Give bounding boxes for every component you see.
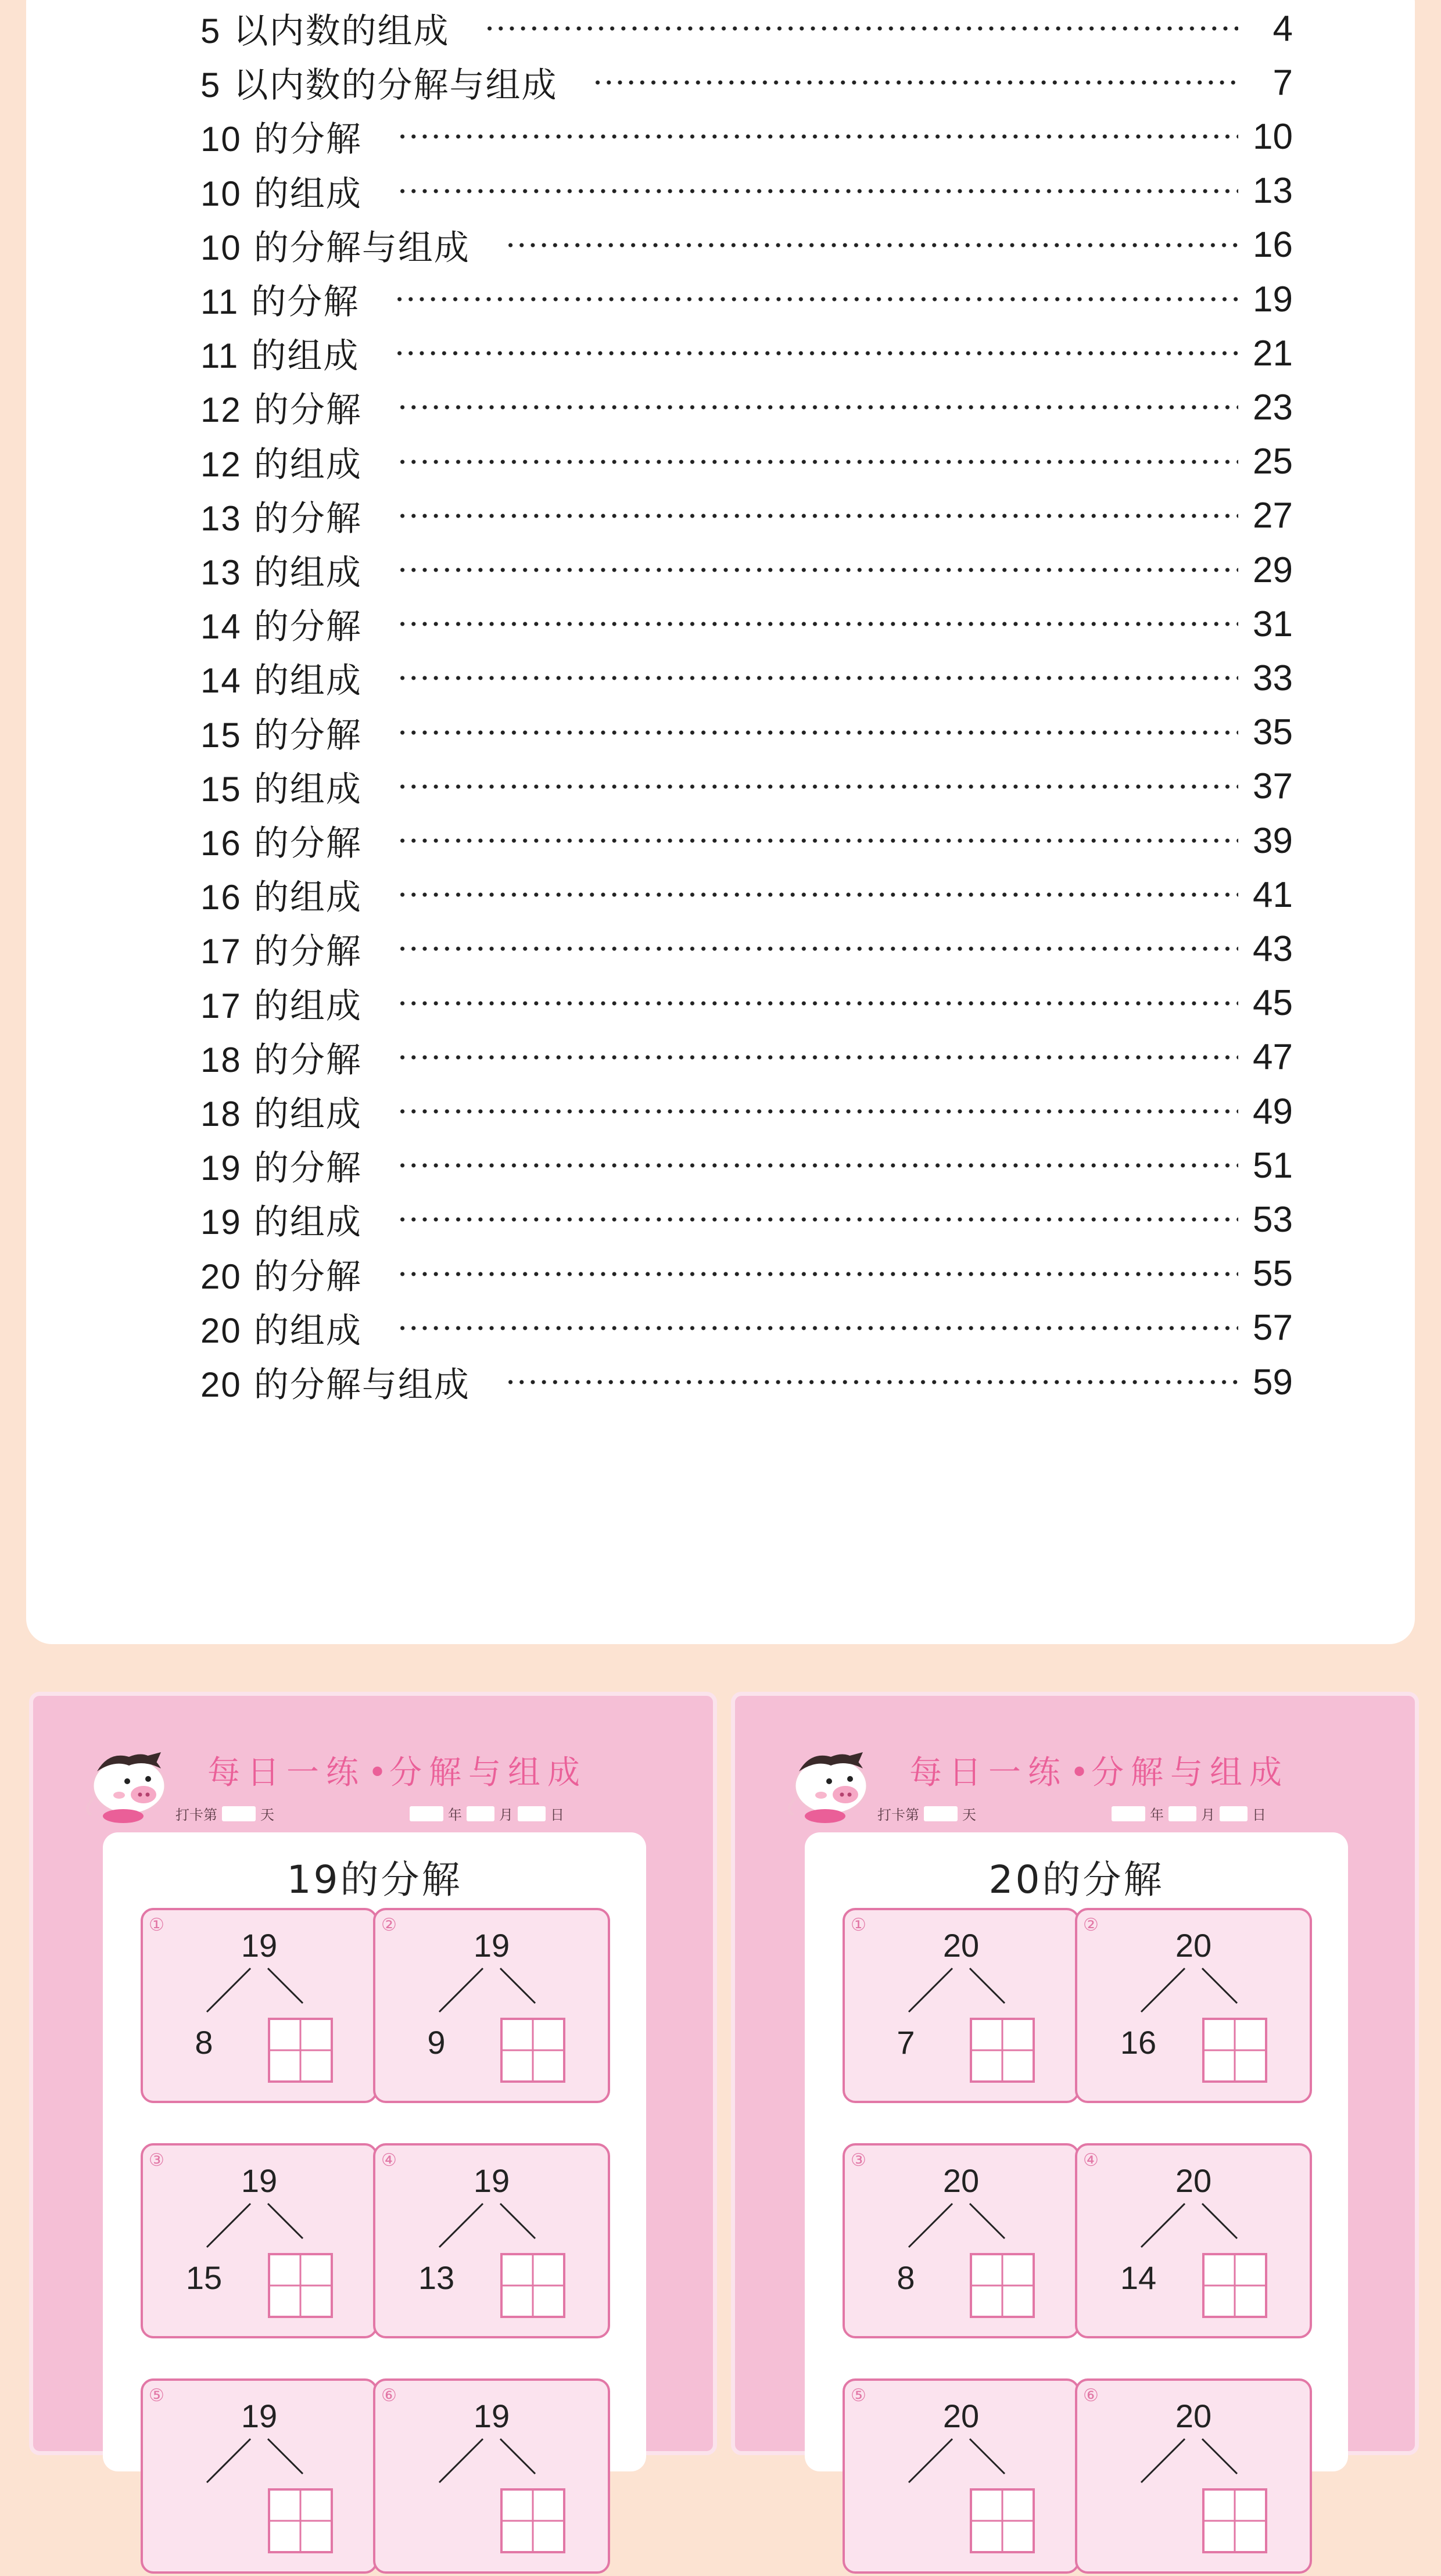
sheet-header — [909, 1747, 1289, 1793]
dot-leader — [397, 404, 1238, 410]
header-topic: 分解与组成 — [1091, 1754, 1289, 1792]
dot-leader — [592, 80, 1238, 85]
decomposition-problem — [141, 2378, 378, 2574]
toc-page-number: 27 — [1253, 496, 1293, 536]
checkin-row — [175, 1803, 652, 1824]
problem-number: ⑥ — [381, 2385, 397, 2406]
decomposition-problem — [1075, 2378, 1312, 2574]
toc-entry-number: 15 — [200, 769, 242, 809]
toc-page-number: 16 — [1253, 225, 1293, 266]
toc-entry-number: 18 — [200, 1040, 242, 1079]
toc-entry-title — [200, 1086, 362, 1136]
problem-known-part: 13 — [418, 2259, 455, 2296]
dot-leader — [397, 784, 1238, 790]
toc-entry[interactable] — [200, 1300, 1293, 1357]
toc-entry-number: 16 — [200, 824, 242, 863]
toc-entry-text: 的分解 — [241, 390, 362, 431]
problem-known-part: 16 — [1120, 2024, 1157, 2061]
date-fields — [405, 1803, 564, 1824]
answer-grid-box[interactable] — [970, 2018, 1035, 2083]
toc-page-number: 57 — [1253, 1308, 1293, 1348]
toc-entry-text: 的分解 — [241, 931, 362, 973]
cartoon-pig-mascot-icon — [74, 1739, 190, 1827]
toc-entry-text: 的分解 — [241, 1039, 362, 1081]
toc-entry[interactable] — [200, 487, 1293, 544]
dot-leader — [397, 892, 1238, 898]
exercise-panel — [103, 1832, 646, 2471]
toc-entry-number: 10 — [200, 174, 242, 213]
toc-entry-title — [200, 437, 362, 487]
problem-total: 20 — [942, 1927, 980, 1964]
toc-entry-number: 11 — [200, 336, 239, 376]
toc-entry-title — [200, 599, 362, 649]
problem-known-part: 8 — [897, 2259, 915, 2296]
toc-entry-number: 13 — [200, 553, 242, 592]
toc-entry[interactable] — [200, 1246, 1293, 1303]
toc-entry-text: 以内数的组成 — [221, 11, 450, 52]
day-label: 日 — [550, 1807, 564, 1823]
dot-leader — [397, 1325, 1238, 1331]
toc-entry[interactable] — [200, 217, 1293, 274]
answer-grid-box[interactable] — [500, 2253, 565, 2318]
dot-leader — [397, 459, 1238, 465]
problem-known-part: 14 — [1120, 2259, 1157, 2296]
toc-entry[interactable] — [200, 1354, 1293, 1411]
problem-known-part: 15 — [185, 2259, 223, 2296]
answer-grid-box[interactable] — [500, 2018, 565, 2083]
date-fields — [1107, 1803, 1266, 1824]
decomposition-problem — [141, 2143, 378, 2338]
toc-entry[interactable] — [200, 541, 1293, 598]
toc-entry-title — [200, 978, 362, 1028]
toc-page-number: 23 — [1253, 387, 1293, 428]
toc-entry[interactable] — [200, 379, 1293, 436]
dot-leader — [397, 1000, 1238, 1006]
toc-entry-number: 5 — [200, 12, 221, 51]
table-of-contents — [26, 0, 1415, 1644]
toc-entry-number: 12 — [200, 390, 242, 430]
toc-entry-text: 的组成 — [241, 661, 362, 702]
toc-entry[interactable] — [200, 704, 1293, 761]
toc-entry-title — [200, 653, 362, 703]
problem-number: ⑤ — [851, 2385, 866, 2406]
answer-grid-box[interactable] — [268, 2488, 333, 2553]
toc-entry[interactable] — [200, 758, 1293, 815]
toc-entry-text: 的组成 — [239, 336, 360, 377]
toc-entry[interactable] — [200, 1191, 1293, 1248]
toc-entry[interactable] — [200, 163, 1293, 220]
year-label: 年 — [448, 1807, 462, 1823]
problem-total: 20 — [1175, 2162, 1212, 2199]
answer-grid-box[interactable] — [1202, 2253, 1267, 2318]
toc-entry[interactable] — [200, 54, 1293, 111]
problem-known-part: 8 — [195, 2024, 213, 2061]
toc-entry-text: 的分解 — [241, 823, 362, 864]
dot-leader — [397, 1108, 1238, 1114]
dot-leader — [397, 730, 1238, 736]
dot-leader — [484, 26, 1238, 31]
toc-entry-text: 的组成 — [241, 1310, 362, 1351]
dot-leader — [505, 1379, 1238, 1385]
decomposition-problem — [373, 2378, 610, 2574]
toc-entry-text: 的组成 — [241, 1094, 362, 1135]
toc-entry-title — [200, 58, 557, 107]
toc-entry[interactable] — [200, 920, 1293, 977]
problem-number: ③ — [149, 2150, 164, 2170]
toc-entry[interactable] — [200, 1137, 1293, 1194]
toc-entry[interactable] — [200, 595, 1293, 652]
worksheet-19-decomposition — [29, 1692, 717, 2455]
toc-page-number: 19 — [1253, 279, 1293, 320]
toc-entry-text: 的组成 — [241, 552, 362, 593]
sheet-header — [207, 1747, 587, 1793]
toc-page-number: 51 — [1253, 1145, 1293, 1186]
toc-page-number: 35 — [1253, 712, 1293, 753]
answer-grid-box[interactable] — [1202, 2488, 1267, 2553]
month-label: 月 — [1201, 1807, 1215, 1823]
dot-leader — [505, 242, 1238, 248]
checkin-day-blank[interactable] — [924, 1806, 958, 1821]
toc-entry[interactable] — [200, 1029, 1293, 1086]
toc-entry-text: 的分解 — [241, 1148, 362, 1189]
toc-page-number: 53 — [1253, 1199, 1293, 1240]
toc-entry-title — [200, 1249, 362, 1299]
dot-leader — [397, 675, 1238, 681]
toc-entry-text: 的组成 — [241, 444, 362, 485]
problem-total: 20 — [942, 2398, 980, 2434]
problem-known-part: 9 — [427, 2024, 446, 2061]
header-separator: • — [1070, 1754, 1089, 1792]
toc-entry[interactable] — [200, 975, 1293, 1032]
toc-entry[interactable] — [200, 866, 1293, 923]
dot-leader — [394, 296, 1238, 302]
toc-entry-title — [200, 3, 449, 53]
problem-number: ② — [1083, 1915, 1099, 1935]
cartoon-pig-mascot-icon — [776, 1739, 892, 1827]
toc-entry[interactable] — [200, 812, 1293, 869]
worksheet-20-decomposition — [731, 1692, 1419, 2455]
answer-grid-box[interactable] — [970, 2253, 1035, 2318]
answer-grid-box[interactable] — [970, 2488, 1035, 2553]
toc-page-number: 47 — [1253, 1037, 1293, 1078]
checkin-day-blank[interactable] — [222, 1806, 256, 1821]
dot-leader — [397, 567, 1238, 573]
checkin-suffix-label: 天 — [962, 1807, 976, 1823]
toc-entry[interactable] — [200, 433, 1293, 490]
toc-entry-title — [200, 1357, 470, 1407]
checkin-row — [877, 1803, 1354, 1824]
toc-entry-number: 15 — [200, 715, 242, 755]
toc-entry[interactable] — [200, 325, 1293, 382]
toc-entry-number: 20 — [200, 1365, 242, 1404]
toc-entry-number: 18 — [200, 1095, 242, 1133]
toc-entry-text: 的分解与组成 — [241, 1365, 470, 1405]
problem-total: 19 — [473, 1927, 510, 1964]
problem-total: 19 — [473, 2162, 510, 2199]
dot-leader — [397, 1163, 1238, 1168]
month-blank[interactable] — [1168, 1806, 1196, 1821]
problem-number: ⑥ — [1083, 2385, 1099, 2406]
toc-entry-number: 14 — [200, 661, 242, 701]
problem-number: ④ — [381, 2150, 397, 2170]
toc-entry-title — [200, 1303, 362, 1353]
toc-entry-text: 的组成 — [241, 1202, 362, 1243]
toc-entry-text: 的组成 — [241, 173, 362, 214]
toc-entry-title — [200, 545, 362, 595]
toc-entry[interactable] — [200, 650, 1293, 706]
toc-entry-text: 以内数的分解与组成 — [221, 65, 558, 106]
dot-leader — [397, 946, 1238, 952]
month-blank[interactable] — [467, 1806, 494, 1821]
problem-number: ② — [381, 1915, 397, 1935]
dot-leader — [397, 1217, 1238, 1222]
toc-entry-title — [200, 870, 362, 920]
problem-number: ④ — [1083, 2150, 1099, 2170]
toc-entry[interactable] — [200, 271, 1293, 328]
checkin-prefix-label: 打卡第 — [877, 1807, 919, 1823]
toc-page-number: 55 — [1253, 1254, 1293, 1294]
problem-total: 19 — [241, 2162, 278, 2199]
problem-total: 19 — [241, 1927, 278, 1964]
year-label: 年 — [1150, 1807, 1164, 1823]
exercise-title: 19的分解 — [286, 1857, 463, 1902]
toc-entry-number: 11 — [200, 282, 239, 321]
day-blank[interactable] — [518, 1806, 546, 1821]
toc-page-number: 10 — [1253, 116, 1293, 157]
toc-page-number: 45 — [1253, 983, 1293, 1024]
toc-entry-text: 的分解 — [241, 498, 362, 539]
toc-entry-text: 的分解 — [239, 282, 360, 322]
dot-leader — [397, 838, 1238, 844]
problem-total: 20 — [942, 2162, 980, 2199]
exercise-panel — [805, 1832, 1348, 2471]
toc-entry-title — [200, 924, 362, 974]
toc-entry-text: 的组成 — [241, 769, 362, 810]
decomposition-problem — [373, 2143, 610, 2338]
toc-entry-title — [200, 816, 362, 866]
decomposition-problem — [843, 2378, 1080, 2574]
decomposition-problem — [373, 1908, 610, 2103]
day-blank[interactable] — [1220, 1806, 1248, 1821]
answer-grid-box[interactable] — [1202, 2018, 1267, 2083]
checkin-prefix-label: 打卡第 — [175, 1807, 217, 1823]
dot-leader — [397, 621, 1238, 627]
header-daily-practice: 每日一练 — [207, 1754, 365, 1792]
dot-leader — [394, 350, 1238, 356]
checkin-suffix-label: 天 — [260, 1807, 274, 1823]
toc-page-number: 41 — [1253, 874, 1293, 915]
decomposition-problem — [843, 1908, 1080, 2103]
toc-entry-text: 的组成 — [241, 877, 362, 919]
year-blank[interactable] — [1112, 1806, 1145, 1821]
problem-total: 19 — [473, 2398, 510, 2434]
dot-leader — [397, 513, 1238, 519]
problem-number: ③ — [851, 2150, 866, 2170]
toc-entry-number: 10 — [200, 120, 242, 159]
toc-page-number: 33 — [1253, 658, 1293, 698]
toc-entry-text: 的分解 — [241, 119, 362, 160]
problem-number: ⑤ — [149, 2385, 164, 2406]
header-separator: • — [368, 1754, 388, 1792]
toc-entry-title — [200, 166, 362, 216]
toc-entry-text: 的分解 — [241, 607, 362, 648]
dot-leader — [397, 1271, 1238, 1277]
day-label: 日 — [1252, 1807, 1266, 1823]
answer-grid-box[interactable] — [268, 2018, 333, 2083]
decomposition-problem — [141, 1908, 378, 2103]
toc-entry-title — [200, 708, 362, 758]
toc-entry-number: 13 — [200, 498, 242, 538]
toc-page-number: 21 — [1253, 333, 1293, 374]
answer-grid-box[interactable] — [268, 2253, 333, 2318]
toc-entry-text: 的分解 — [241, 1256, 362, 1297]
toc-entry-title — [200, 1194, 362, 1244]
problem-total: 19 — [241, 2398, 278, 2434]
toc-page-number: 29 — [1253, 550, 1293, 590]
toc-entry-title — [200, 762, 362, 812]
year-blank[interactable] — [410, 1806, 443, 1821]
problem-total: 20 — [1175, 2398, 1212, 2434]
toc-page-number: 4 — [1272, 8, 1293, 49]
decomposition-problem — [1075, 2143, 1312, 2338]
toc-entry-text: 的分解与组成 — [241, 227, 470, 268]
toc-page-number: 31 — [1253, 604, 1293, 644]
toc-page-number: 13 — [1253, 171, 1293, 211]
dot-leader — [397, 134, 1238, 139]
toc-entry-number: 19 — [200, 1149, 242, 1188]
toc-entry[interactable] — [200, 1083, 1293, 1140]
toc-entry-title — [200, 1032, 362, 1082]
problem-known-part: 7 — [897, 2024, 915, 2061]
answer-grid-box[interactable] — [500, 2488, 565, 2553]
toc-entry-title — [200, 382, 362, 432]
toc-entry-number: 10 — [200, 228, 242, 267]
dot-leader — [397, 188, 1238, 194]
toc-entry-number: 12 — [200, 444, 242, 484]
toc-page-number: 59 — [1253, 1362, 1293, 1402]
toc-entry-title — [200, 274, 359, 324]
decomposition-problem — [1075, 1908, 1312, 2103]
toc-page-number: 43 — [1253, 928, 1293, 969]
toc-entry[interactable] — [200, 108, 1293, 165]
toc-entry-number: 20 — [200, 1311, 242, 1350]
toc-entry-title — [200, 328, 359, 378]
toc-entry-number: 16 — [200, 878, 242, 917]
toc-entry[interactable] — [200, 0, 1293, 57]
toc-entry-title — [200, 220, 470, 270]
toc-page-number: 49 — [1253, 1091, 1293, 1132]
toc-page-number: 37 — [1253, 766, 1293, 807]
decomposition-problem — [843, 2143, 1080, 2338]
problem-number: ① — [851, 1915, 866, 1935]
toc-entry-number: 19 — [200, 1203, 242, 1242]
toc-entry-number: 17 — [200, 986, 242, 1025]
problem-number: ① — [149, 1915, 164, 1935]
toc-entry-number: 5 — [200, 66, 221, 105]
toc-page-number: 25 — [1253, 442, 1293, 482]
toc-page-number: 7 — [1272, 62, 1293, 103]
toc-entry-title — [200, 1140, 362, 1190]
exercise-title: 20的分解 — [988, 1857, 1164, 1902]
toc-entry-number: 14 — [200, 607, 242, 647]
toc-entry-title — [200, 491, 362, 541]
toc-entry-text: 的组成 — [241, 985, 362, 1027]
toc-entry-title — [200, 112, 362, 162]
header-daily-practice: 每日一练 — [909, 1754, 1067, 1792]
dot-leader — [397, 1054, 1238, 1060]
toc-entry-number: 20 — [200, 1257, 242, 1296]
toc-page-number: 39 — [1253, 820, 1293, 861]
month-label: 月 — [499, 1807, 513, 1823]
toc-entry-text: 的分解 — [241, 715, 362, 756]
toc-entry-number: 17 — [200, 932, 242, 971]
header-topic: 分解与组成 — [389, 1754, 587, 1792]
problem-total: 20 — [1175, 1927, 1212, 1964]
